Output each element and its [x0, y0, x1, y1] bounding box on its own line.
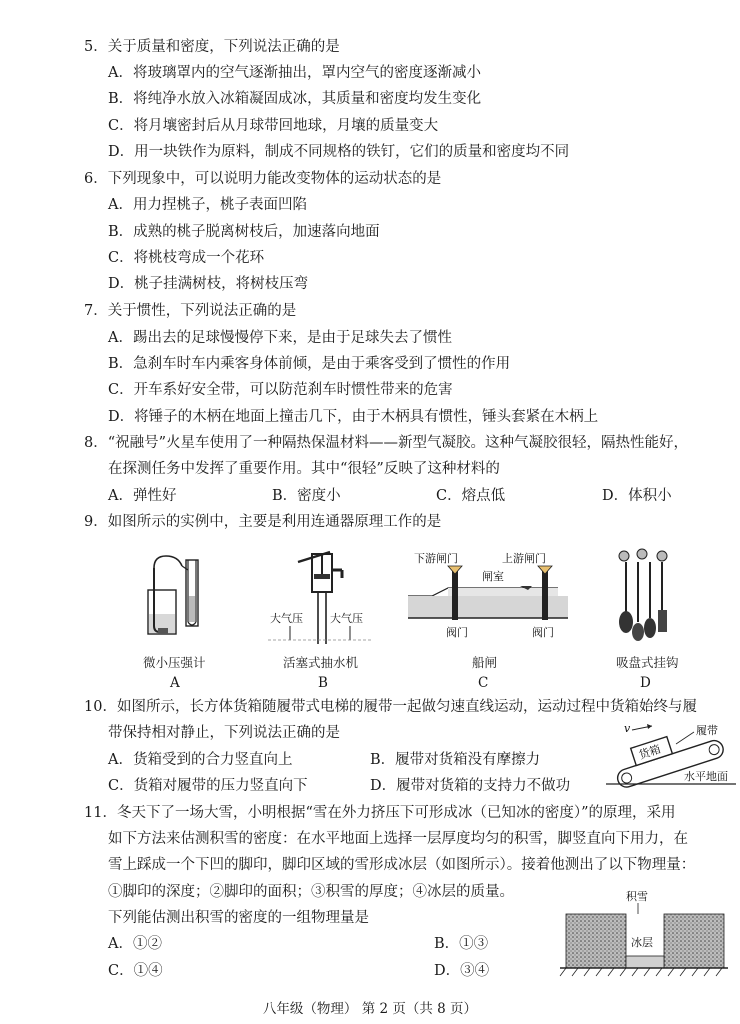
q11-option-b: B．①③ — [434, 936, 489, 952]
figure-b-caption: 活塞式抽水机 — [283, 655, 359, 670]
q8-stem-line1: 8．“祝融号”火星车使用了一种隔热保温材料——新型气凝胶。这种气凝胶很轻，隔热性能好， — [84, 435, 689, 451]
q10-option-c: C．货箱对履带的压力竖直向下 — [108, 778, 308, 794]
upstream-gate-label: 上游闸门 — [502, 552, 546, 565]
q10-option-a: A．货箱受到的合力竖直向上 — [108, 752, 293, 768]
atmospheric-pressure-label-left: 大气压 — [270, 612, 303, 625]
figure-d-letter: D — [640, 675, 651, 691]
q6-option-c: C．将桃枝弯成一个花环 — [108, 250, 265, 266]
q7-option-c: C．开车系好安全带，可以防范刹车时惯性带来的危害 — [108, 382, 453, 398]
q6-option-a: A．用力捏桃子，桃子表面凹陷 — [108, 197, 307, 213]
q11-stem-line4: ①脚印的深度；②脚印的面积；③积雪的厚度；④冰层的质量。 — [108, 884, 514, 900]
q5-option-d: D．用一块铁作为原料，制成不同规格的铁钉，它们的质量和密度均不同 — [108, 144, 570, 160]
q9-stem: 9．如图所示的实例中，主要是利用连通器原理工作的是 — [84, 514, 442, 530]
ship-lock-figure — [408, 548, 568, 648]
valve-label-1: 阀门 — [446, 626, 468, 639]
belt-label: 履带 — [696, 724, 718, 737]
downstream-gate-label: 下游闸门 — [414, 552, 458, 565]
snow-label: 积雪 — [626, 890, 648, 903]
horizontal-ground-label: 水平地面 — [684, 770, 728, 783]
q11-option-a: A．①② — [108, 936, 162, 952]
q11-option-c: C．①④ — [108, 963, 163, 979]
q11-stem-line5: 下列能估测出积雪的密度的一组物理量是 — [108, 910, 369, 926]
q10-stem-line1: 10．如图所示，长方体货箱随履带式电梯的履带一起做匀速直线运动，运动过程中货箱始终与履 — [84, 699, 697, 715]
suction-hook-figure — [612, 548, 676, 648]
snow-footprint-figure — [556, 888, 732, 984]
atmospheric-pressure-label-right: 大气压 — [330, 612, 363, 625]
q7-stem: 7．关于惯性，下列说法正确的是 — [84, 303, 297, 319]
q8-option-b: B．密度小 — [272, 488, 341, 504]
q8-option-a: A．弹性好 — [108, 488, 177, 504]
q8-stem-line2: 在探测任务中发挥了重要作用。其中“很轻”反映了这种材料的 — [108, 461, 500, 477]
figure-c-caption: 船闸 — [472, 655, 498, 670]
q7-option-d: D．将锤子的木柄在地面上撞击几下，由于木柄具有惯性，锤头套紧在木柄上 — [108, 409, 599, 425]
q8-option-c: C．熔点低 — [436, 488, 506, 504]
figure-c-letter: C — [478, 675, 489, 691]
figure-a-caption: 微小压强计 — [143, 655, 206, 670]
q11-stem-line2: 如下方法来估测积雪的密度：在水平地面上选择一层厚度均匀的积雪，脚竖直向下用力，在 — [108, 831, 688, 847]
figure-a-letter: A — [170, 675, 180, 691]
q5-option-c: C．将月壤密封后从月球带回地球，月壤的质量变大 — [108, 118, 439, 134]
q5-stem: 5．关于质量和密度，下列说法正确的是 — [84, 39, 340, 55]
valve-label-2: 阀门 — [532, 626, 554, 639]
q11-option-d: D．③④ — [434, 963, 490, 979]
q10-stem-line2: 带保持相对静止，下列说法正确的是 — [108, 725, 340, 741]
q10-option-b: B．履带对货箱没有摩擦力 — [370, 752, 541, 768]
q8-option-d: D．体积小 — [602, 488, 672, 504]
escalator-belt-figure — [606, 720, 736, 792]
q11-stem-line3: 雪上踩成一个下凹的脚印，脚印区域的雪形成冰层（如图所示）。接着他测出了以下物理量： — [108, 857, 696, 873]
q5-option-b: B．将纯净水放入冰箱凝固成冰，其质量和密度均发生变化 — [108, 91, 482, 107]
lock-chamber-label: 闸室 — [482, 570, 504, 583]
ice-layer-label: 冰层 — [631, 936, 653, 949]
velocity-label: v — [624, 722, 631, 735]
q5-option-a: A．将玻璃罩内的空气逐渐抽出，罩内空气的密度逐渐减小 — [108, 65, 481, 81]
cargo-box-label: 货箱 — [637, 742, 663, 762]
q6-option-b: B．成熟的桃子脱离树枝后，加速落向地面 — [108, 224, 380, 240]
figure-b-letter: B — [318, 675, 328, 691]
q7-option-b: B．急刹车时车内乘客身体前倾，是由于乘客受到了惯性的作用 — [108, 356, 511, 372]
piston-pump-figure — [268, 548, 372, 648]
q6-option-d: D．桃子挂满树枝，将树枝压弯 — [108, 276, 309, 292]
q10-option-d: D．履带对货箱的支持力不做功 — [370, 778, 571, 794]
pressure-gauge-figure — [142, 548, 206, 648]
q7-option-a: A．踢出去的足球慢慢停下来，是由于足球失去了惯性 — [108, 330, 452, 346]
q11-stem-line1: 11．冬天下了一场大雪，小明根据“雪在外力挤压下可形成冰（已知冰的密度）”的原理，采用 — [84, 805, 676, 821]
page-footer: 八年级（物理） 第 2 页（共 8 页） — [262, 1001, 478, 1017]
figure-d-caption: 吸盘式挂钩 — [616, 655, 679, 670]
q6-stem: 6．下列现象中，可以说明力能改变物体的运动状态的是 — [84, 171, 442, 187]
